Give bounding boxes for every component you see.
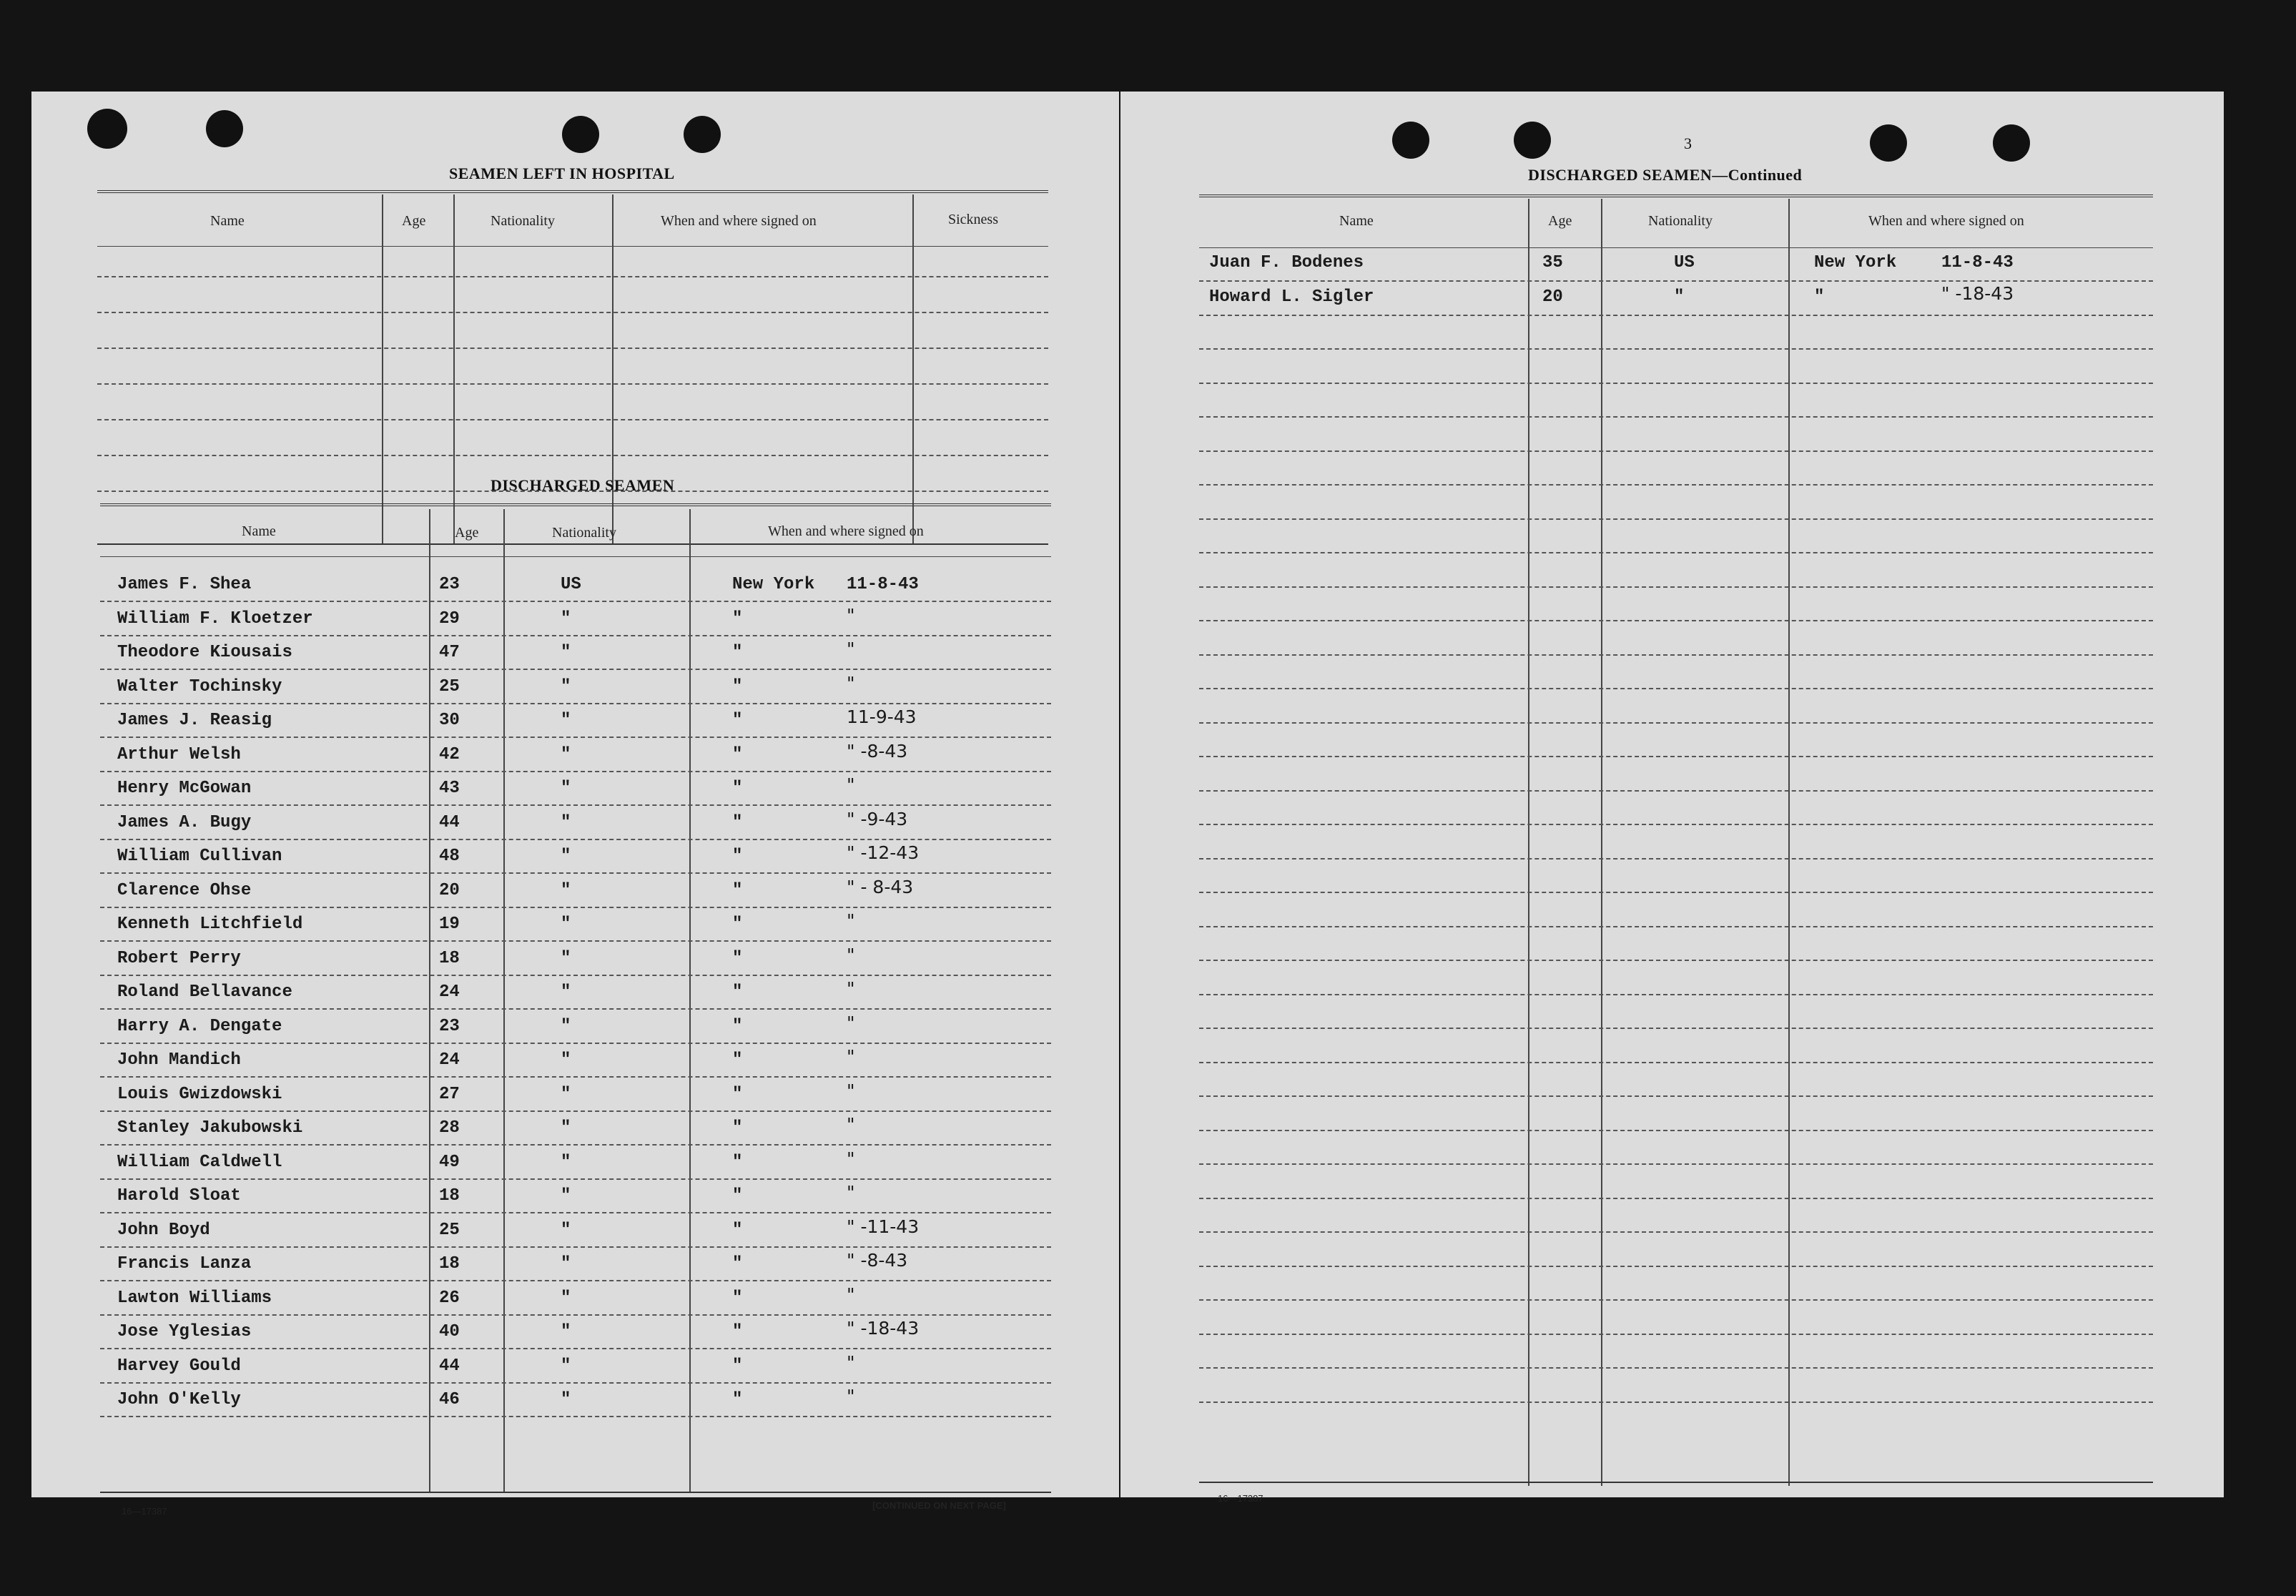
seaman-nationality: " — [561, 1322, 571, 1341]
signed-on-place: " — [732, 1356, 743, 1376]
seaman-age: 48 — [439, 847, 460, 866]
table-row-line — [1199, 824, 2153, 825]
seaman-age: 27 — [439, 1085, 460, 1104]
seaman-nationality: " — [561, 1390, 571, 1409]
seaman-age: 43 — [439, 779, 460, 798]
signed-on-place: New York — [1814, 253, 1897, 272]
table-row-line — [1199, 518, 2153, 520]
seaman-age: 23 — [439, 1017, 460, 1036]
table-row-line — [100, 907, 1051, 908]
table-row-line — [100, 703, 1051, 704]
column-divider — [1528, 199, 1529, 1486]
seaman-name: Arthur Welsh — [117, 745, 241, 764]
hospital-header-sickness: Sickness — [948, 212, 998, 227]
seaman-name: Clarence Ohse — [117, 881, 252, 900]
signed-on-place: " — [732, 1254, 743, 1274]
table-row-line — [1199, 1198, 2153, 1199]
signed-on-date: 11-8-43 — [847, 575, 919, 594]
table-top-rule — [1199, 194, 2153, 197]
punch-hole — [684, 116, 721, 153]
seaman-name: Harry A. Dengate — [117, 1017, 282, 1036]
table-row-line — [100, 804, 1051, 806]
table-row-line — [1199, 383, 2153, 384]
table-row-line — [1199, 416, 2153, 418]
seaman-age: 46 — [439, 1390, 460, 1409]
signed-on-place: " — [732, 1017, 743, 1036]
table-row-line — [1199, 1028, 2153, 1029]
continued-header-name: Name — [1339, 213, 1374, 229]
seaman-age: 28 — [439, 1118, 460, 1138]
signed-on-date: " — [847, 1182, 855, 1203]
table-row-line — [100, 1348, 1051, 1349]
column-divider — [503, 509, 505, 1493]
table-row-line — [1199, 892, 2153, 893]
signed-on-date: " — [847, 978, 855, 999]
signed-on-date: " — [847, 1046, 855, 1067]
continued-title: DISCHARGED SEAMEN—Continued — [1528, 166, 1803, 184]
right-page — [1120, 92, 2224, 1504]
continued-header-nationality: Nationality — [1648, 213, 1713, 229]
seaman-age: 25 — [439, 1221, 460, 1240]
table-row-line — [97, 419, 1048, 420]
seaman-age: 47 — [439, 643, 460, 662]
page-number: 3 — [1684, 134, 1693, 152]
punch-hole — [206, 110, 243, 147]
signed-on-date: " — [847, 639, 855, 659]
table-row-line — [100, 940, 1051, 942]
seaman-age: 35 — [1542, 253, 1563, 272]
table-row-line — [1199, 688, 2153, 689]
seaman-age: 44 — [439, 1356, 460, 1376]
signed-on-place: " — [732, 1322, 743, 1341]
seaman-nationality: " — [1674, 287, 1685, 307]
table-row-line — [97, 276, 1048, 277]
seaman-age: 29 — [439, 609, 460, 629]
column-divider — [382, 194, 383, 545]
table-row-line — [100, 737, 1051, 738]
discharged-title: DISCHARGED SEAMEN — [491, 476, 675, 494]
punch-hole — [1514, 122, 1551, 159]
signed-on-date: 11-9-43 — [847, 706, 917, 727]
seaman-nationality: " — [561, 779, 571, 798]
table-row-line — [1199, 1266, 2153, 1267]
signed-on-place: " — [732, 1153, 743, 1172]
column-divider — [1788, 199, 1790, 1486]
seaman-nationality: " — [561, 643, 571, 662]
form-number: 16—17387 — [1218, 1493, 1263, 1504]
table-row-line — [100, 1008, 1051, 1010]
signed-on-date: " — [847, 1148, 855, 1169]
seaman-name: William Caldwell — [117, 1153, 282, 1172]
table-row-line — [1199, 960, 2153, 961]
header-bottom-rule — [97, 246, 1048, 247]
table-row-line — [1199, 1299, 2153, 1301]
seaman-nationality: US — [561, 575, 581, 594]
signed-on-place: " — [732, 677, 743, 696]
seaman-nationality: " — [561, 982, 571, 1002]
seaman-age: 25 — [439, 677, 460, 696]
continued-header-age: Age — [1548, 213, 1572, 229]
seaman-age: 23 — [439, 575, 460, 594]
column-divider — [912, 194, 914, 545]
signed-on-place: " — [732, 609, 743, 629]
table-row-line — [97, 312, 1048, 313]
table-row-line — [100, 1110, 1051, 1112]
hospital-title: SEAMEN LEFT IN HOSPITAL — [449, 164, 675, 182]
seaman-name: Walter Tochinsky — [117, 677, 282, 696]
punch-hole — [1870, 124, 1907, 162]
signed-on-date: " -9-43 — [847, 809, 908, 829]
signed-on-date: " — [847, 673, 855, 694]
hospital-header-nationality: Nationality — [491, 213, 555, 229]
punch-hole — [1993, 124, 2030, 162]
seaman-nationality: " — [561, 949, 571, 968]
signed-on-date: " -8-43 — [847, 741, 908, 762]
seaman-name: John O'Kelly — [117, 1390, 241, 1409]
signed-on-date: " — [847, 1013, 855, 1033]
table-row-line — [100, 1043, 1051, 1044]
seaman-name: Howard L. Sigler — [1209, 287, 1374, 307]
seaman-nationality: " — [561, 881, 571, 900]
table-row-line — [97, 455, 1048, 456]
signed-on-place: " — [732, 1289, 743, 1308]
signed-on-place: New York — [732, 575, 815, 594]
table-row-line — [100, 1076, 1051, 1078]
table-row-line — [1199, 858, 2153, 859]
seaman-name: Lawton Williams — [117, 1289, 272, 1308]
signed-on-date: " — [847, 910, 855, 931]
signed-on-place: " — [732, 982, 743, 1002]
discharged-header-age: Age — [455, 525, 479, 541]
seaman-nationality: " — [561, 1050, 571, 1070]
seaman-age: 42 — [439, 745, 460, 764]
signed-on-place: " — [732, 1221, 743, 1240]
seaman-nationality: " — [561, 677, 571, 696]
seaman-name: John Boyd — [117, 1221, 210, 1240]
table-row-line — [1199, 1402, 2153, 1403]
seaman-name: Theodore Kiousais — [117, 643, 292, 662]
table-row-line — [1199, 654, 2153, 656]
seaman-age: 30 — [439, 711, 460, 730]
left-page — [31, 92, 1119, 1517]
seaman-nationality: " — [561, 1221, 571, 1240]
signed-on-date: " -18-43 — [1941, 283, 2014, 304]
hospital-header-age: Age — [402, 213, 426, 229]
header-bottom-rule — [100, 556, 1051, 557]
seaman-age: 49 — [439, 1153, 460, 1172]
seaman-name: Robert Perry — [117, 949, 241, 968]
signed-on-date: " -8-43 — [847, 1250, 908, 1271]
table-row-line — [1199, 994, 2153, 995]
signed-on-place: " — [732, 813, 743, 832]
table-row-line — [100, 1178, 1051, 1180]
discharged-header-nationality: Nationality — [552, 525, 616, 541]
form-number: 16—17387 — [122, 1506, 167, 1517]
table-bottom-rule — [97, 543, 1048, 545]
table-row-line — [100, 669, 1051, 670]
signed-on-date: " - 8-43 — [847, 877, 914, 897]
signed-on-place: " — [732, 745, 743, 764]
signed-on-date: " — [847, 1284, 855, 1305]
seaman-age: 40 — [439, 1322, 460, 1341]
signed-on-place: " — [732, 779, 743, 798]
table-row-line — [1199, 1231, 2153, 1233]
seaman-name: Juan F. Bodenes — [1209, 253, 1364, 272]
signed-on-date: " — [847, 1352, 855, 1373]
table-row-line — [1199, 1163, 2153, 1165]
signed-on-place: " — [1814, 287, 1825, 307]
seaman-name: Roland Bellavance — [117, 982, 292, 1002]
seaman-name: William F. Kloetzer — [117, 609, 313, 629]
column-divider — [429, 509, 430, 1493]
signed-on-place: " — [732, 1085, 743, 1104]
column-divider — [689, 509, 691, 1493]
table-row-line — [1199, 926, 2153, 927]
table-row-line — [1199, 1130, 2153, 1131]
seaman-nationality: " — [561, 1118, 571, 1138]
hospital-header-when-where: When and where signed on — [661, 213, 817, 229]
hospital-header-name: Name — [210, 213, 245, 229]
signed-on-place: " — [732, 1186, 743, 1206]
seaman-nationality: " — [561, 609, 571, 629]
seaman-name: Jose Yglesias — [117, 1322, 252, 1341]
table-row-line — [100, 1246, 1051, 1248]
table-top-rule — [100, 503, 1051, 506]
table-row-line — [1199, 620, 2153, 621]
seaman-nationality: US — [1674, 253, 1695, 272]
seaman-name: John Mandich — [117, 1050, 241, 1070]
continued-header-when-where: When and where signed on — [1868, 213, 2024, 229]
seaman-name: Harvey Gould — [117, 1356, 241, 1376]
table-row-line — [100, 771, 1051, 772]
table-row-line — [1199, 315, 2153, 316]
seaman-name: James J. Reasig — [117, 711, 272, 730]
punch-hole — [562, 116, 599, 153]
signed-on-date: " — [847, 1080, 855, 1101]
table-row-line — [100, 1382, 1051, 1384]
table-row-line — [1199, 552, 2153, 553]
table-row-line — [1199, 450, 2153, 452]
table-row-line — [1199, 1095, 2153, 1097]
seaman-name: Harold Sloat — [117, 1186, 241, 1206]
signed-on-place: " — [732, 643, 743, 662]
seaman-name: James F. Shea — [117, 575, 252, 594]
seaman-nationality: " — [561, 1186, 571, 1206]
header-bottom-rule — [1199, 247, 2153, 248]
table-row-line — [97, 383, 1048, 385]
seaman-nationality: " — [561, 915, 571, 934]
table-row-line — [1199, 1367, 2153, 1369]
signed-on-date: " -11-43 — [847, 1216, 920, 1237]
seaman-name: Stanley Jakubowski — [117, 1118, 303, 1138]
seaman-name: James A. Bugy — [117, 813, 252, 832]
signed-on-date: " -18-43 — [847, 1318, 920, 1339]
table-row-line — [100, 975, 1051, 976]
signed-on-place: " — [732, 915, 743, 934]
seaman-nationality: " — [561, 1254, 571, 1274]
column-divider — [1601, 199, 1602, 1486]
column-divider — [453, 194, 455, 545]
seaman-nationality: " — [561, 711, 571, 730]
seaman-age: 44 — [439, 813, 460, 832]
seaman-nationality: " — [561, 813, 571, 832]
seaman-name: Francis Lanza — [117, 1254, 252, 1274]
seaman-age: 19 — [439, 915, 460, 934]
signed-on-date: " — [847, 605, 855, 626]
table-row-line — [1199, 1062, 2153, 1063]
table-row-line — [100, 635, 1051, 636]
table-row-line — [1199, 484, 2153, 486]
table-row-line — [1199, 756, 2153, 757]
seaman-name: Kenneth Litchfield — [117, 915, 303, 934]
seaman-age: 18 — [439, 1186, 460, 1206]
signed-on-place: " — [732, 847, 743, 866]
signed-on-place: " — [732, 1390, 743, 1409]
seaman-nationality: " — [561, 1085, 571, 1104]
signed-on-date: " — [847, 774, 855, 795]
signed-on-date: " -12-43 — [847, 842, 920, 863]
table-row-line — [100, 1416, 1051, 1417]
table-row-line — [100, 1280, 1051, 1281]
seaman-nationality: " — [561, 847, 571, 866]
seaman-nationality: " — [561, 745, 571, 764]
signed-on-place: " — [732, 711, 743, 730]
signed-on-place: " — [732, 881, 743, 900]
table-row-line — [100, 839, 1051, 840]
table-row-line — [1199, 1334, 2153, 1335]
seaman-age: 18 — [439, 1254, 460, 1274]
seaman-nationality: " — [561, 1017, 571, 1036]
seaman-age: 18 — [439, 949, 460, 968]
seaman-nationality: " — [561, 1356, 571, 1376]
table-row-line — [97, 348, 1048, 349]
signed-on-place: " — [732, 1050, 743, 1070]
seaman-age: 24 — [439, 982, 460, 1002]
punch-hole — [1392, 122, 1429, 159]
table-row-line — [1199, 348, 2153, 350]
table-row-line — [1199, 790, 2153, 792]
table-bottom-rule — [100, 1492, 1051, 1493]
seaman-nationality: " — [561, 1289, 571, 1308]
seaman-age: 20 — [439, 881, 460, 900]
signed-on-place: " — [732, 1118, 743, 1138]
table-row-line — [100, 1314, 1051, 1316]
seaman-age: 20 — [1542, 287, 1563, 307]
signed-on-date: " — [847, 1386, 855, 1407]
signed-on-place: " — [732, 949, 743, 968]
seaman-name: William Cullivan — [117, 847, 282, 866]
table-bottom-rule — [1199, 1482, 2153, 1483]
table-row-line — [100, 872, 1051, 874]
continued-note: [CONTINUED ON NEXT PAGE] — [872, 1500, 1006, 1511]
signed-on-date: " — [847, 1114, 855, 1135]
table-row-line — [100, 601, 1051, 602]
table-top-rule — [97, 190, 1048, 193]
table-row-line — [1199, 722, 2153, 724]
seaman-name: Louis Gwizdowski — [117, 1085, 282, 1104]
seaman-nationality: " — [561, 1153, 571, 1172]
table-row-line — [100, 1212, 1051, 1213]
table-row-line — [100, 1144, 1051, 1146]
seaman-name: Henry McGowan — [117, 779, 252, 798]
signed-on-date: " — [847, 945, 855, 965]
punch-hole — [87, 109, 127, 149]
discharged-header-name: Name — [242, 523, 276, 539]
table-row-line — [1199, 280, 2153, 282]
table-row-line — [1199, 586, 2153, 588]
signed-on-date: 11-8-43 — [1941, 253, 2014, 272]
seaman-age: 24 — [439, 1050, 460, 1070]
seaman-age: 26 — [439, 1289, 460, 1308]
discharged-header-when-where: When and where signed on — [768, 523, 924, 539]
